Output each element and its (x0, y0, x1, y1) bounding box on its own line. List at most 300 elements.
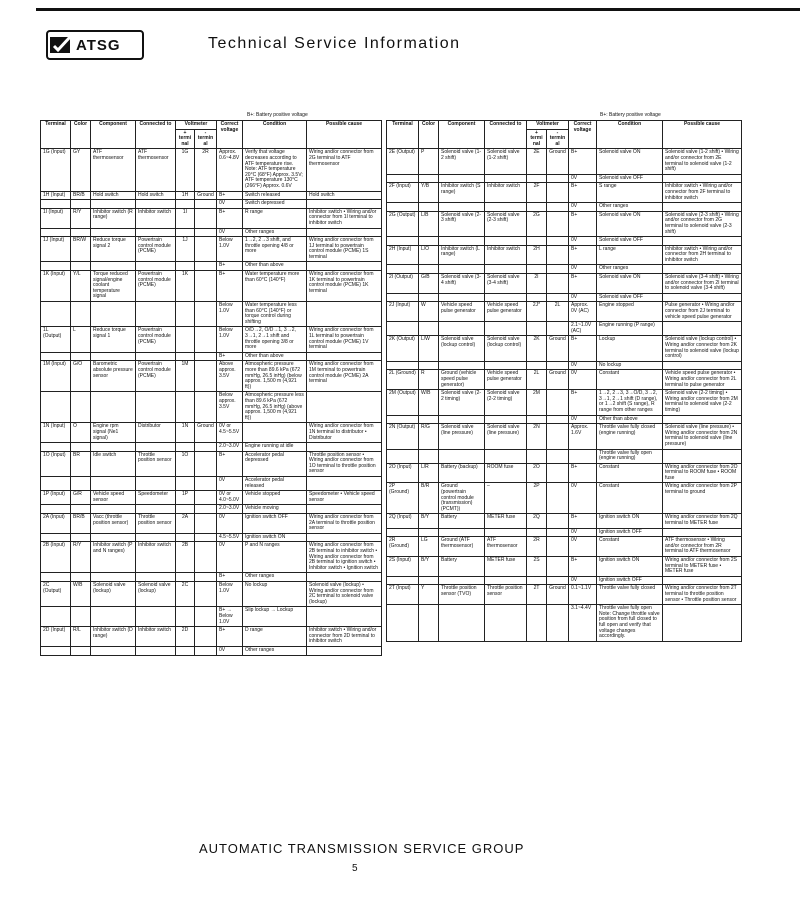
table-cell: 1→2, 2→3 shift, and throttle opening 4/8 or more (243, 237, 307, 262)
table-cell: Speedometer (136, 491, 176, 505)
table-cell (195, 262, 217, 271)
table-cell: Verify that voltage decreases according to ATF temperature rise. Note: ATF temperature 20°C (68°F) Approx. 3.5V; ATF temperature 130°C (266°F) Approx. 0.6V (243, 149, 307, 191)
table-cell (195, 451, 217, 476)
table-cell: Engine running (P range) (597, 322, 663, 336)
table-cell (387, 576, 419, 585)
table-cell: METER fuse (485, 514, 527, 528)
table-cell (419, 576, 439, 585)
table-cell (41, 533, 71, 542)
table-cell: Vehicle speed pulse generator (485, 302, 527, 322)
table-cell: B+ (217, 271, 243, 302)
table-cell: 1I (Input) (41, 208, 71, 228)
table-cell: 0V or 4.5~5.5V (217, 423, 243, 443)
table-cell: Throttle valve fully closed (engine running) (597, 424, 663, 449)
table-cell (71, 533, 91, 542)
table-cell: 2.0~3.0V (217, 505, 243, 514)
table-cell: Ground (powertrain control module (transmission) (PCMT)) (439, 483, 485, 514)
table-row (387, 265, 742, 274)
table-cell: Inhibitor switch (136, 542, 176, 573)
terminal-table-left (40, 120, 382, 656)
table-cell (176, 646, 195, 655)
table-cell: Ground (547, 585, 569, 605)
table-row (41, 542, 382, 573)
table-cell (387, 174, 419, 183)
table-cell (307, 607, 382, 627)
table-cell (419, 605, 439, 642)
table-cell: 1H (176, 191, 195, 200)
table-row (387, 483, 742, 514)
table-cell (547, 211, 569, 236)
table-cell (527, 293, 547, 302)
table-cell: 2B (176, 542, 195, 573)
table-cell: 1O (Input) (41, 451, 71, 476)
table-cell: Below approx. 3.5V (217, 392, 243, 423)
table-cell (387, 415, 419, 424)
table-cell: ATF thermosensor (91, 149, 136, 191)
table-cell: ATF thermosensor (136, 149, 176, 191)
table-cell: Battery (439, 557, 485, 577)
atsg-logo (46, 30, 144, 60)
table-cell (307, 302, 382, 327)
table-cell: 0V (569, 370, 597, 390)
table-cell: Inhibitor switch (P and N ranges) (91, 542, 136, 573)
table-cell: B+ (569, 514, 597, 528)
table-cell (547, 390, 569, 415)
table-cell: Throttle valve fully closed (597, 585, 663, 605)
table-cell (439, 322, 485, 336)
table-cell: GY (71, 149, 91, 191)
table-cell: 2O (527, 463, 547, 483)
table-cell (195, 271, 217, 302)
table-cell: Vehicle speed pulse generator (439, 302, 485, 322)
table-cell (71, 607, 91, 627)
col-color: Color (71, 121, 91, 149)
table-cell: 2R (195, 149, 217, 191)
table-cell (136, 302, 176, 327)
table-row (387, 203, 742, 212)
table-cell: 0V (569, 361, 597, 370)
table-cell: 2.1~1.0V (AC) (569, 322, 597, 336)
table-row (41, 200, 382, 209)
table-cell: Inhibitor switch (L range) (439, 245, 485, 265)
table-cell: L/B (419, 211, 439, 236)
table-cell: 2A (176, 514, 195, 534)
table-cell (195, 443, 217, 452)
table-row (387, 514, 742, 528)
table-cell (419, 293, 439, 302)
table-cell: Inhibitor switch • Wiring and/or connector from 1I terminal to inhibitor switch (307, 208, 382, 228)
table-cell: B+ (569, 390, 597, 415)
table-row (41, 271, 382, 302)
table-cell: 2D (Input) (41, 627, 71, 647)
table-cell (439, 361, 485, 370)
col-condition: Condition (243, 121, 307, 149)
table-cell (71, 228, 91, 237)
table-cell: 2A (Input) (41, 514, 71, 534)
table-row (387, 390, 742, 415)
table-cell (547, 463, 569, 483)
table-cell (91, 200, 136, 209)
table-cell: B+ (217, 208, 243, 228)
table-cell: Solenoid valve OFF (597, 293, 663, 302)
table-cell: B+ (569, 149, 597, 174)
table-cell: Inhibitor switch • Wiring and/or connector from 2F terminal to inhibitor switch (663, 183, 742, 203)
table-row (41, 505, 382, 514)
table-row (387, 370, 742, 390)
table-cell (663, 605, 742, 642)
table-cell (71, 646, 91, 655)
table-cell: Inhibitor switch • Wiring and/or connector from 2H terminal to inhibitor switch (663, 245, 742, 265)
table-cell: 1→2, 2→3, 3→O/D, 3→2, 3→1, 2→1 shift (D range), or 1→2 shift (S range), R range from other ranges (597, 390, 663, 415)
table-cell: Wiring and/or connector from 2Q terminal to METER fuse (663, 514, 742, 528)
table-cell (485, 415, 527, 424)
table-cell: Throttle position sensor • Wiring and/or connector from 1O terminal to throttle position sensor (307, 451, 382, 476)
table-cell: 2R (527, 537, 547, 557)
table-row (41, 327, 382, 352)
table-cell: Solenoid valve OFF (597, 237, 663, 246)
table-cell (485, 605, 527, 642)
table-cell: Accelerator pedal depressed (243, 451, 307, 476)
table-cell: 1J (176, 237, 195, 262)
table-cell: R/L (71, 627, 91, 647)
table-cell (547, 293, 569, 302)
table-cell (41, 477, 71, 491)
table-cell (91, 573, 136, 582)
table-cell: B+ (217, 262, 243, 271)
table-cell: Wiring and/or connector from 2T terminal to throttle position sensor • Throttle position sensor (663, 585, 742, 605)
table-cell: Ground (vehicle speed pulse generator) (439, 370, 485, 390)
table-cell: Solenoid valve (1-2 shift) • Wiring and/or connector from 2E terminal to solenoid valve (1-2 shift) (663, 149, 742, 174)
table-cell (419, 203, 439, 212)
table-cell: 2.0~3.0V (217, 443, 243, 452)
table-cell: Other ranges (243, 646, 307, 655)
table-cell (195, 505, 217, 514)
table-cell: Inhibitor switch (136, 627, 176, 647)
table-cell: Solenoid valve (lockup) (91, 581, 136, 606)
table-row (41, 607, 382, 627)
table-cell: 0V (569, 237, 597, 246)
table-cell (307, 646, 382, 655)
table-cell: 2L (Ground) (387, 370, 419, 390)
table-cell (176, 200, 195, 209)
table-cell: Ignition switch OFF (243, 514, 307, 534)
table-row (387, 537, 742, 557)
table-cell (527, 265, 547, 274)
table-cell: Reduce torque signal 2 (91, 237, 136, 262)
table-cell (663, 203, 742, 212)
table-cell: 0V (217, 228, 243, 237)
table-cell: Wiring and/or connector from 2S terminal to METER fuse • METER fuse (663, 557, 742, 577)
table-cell: G/B (419, 274, 439, 294)
table-cell: Solenoid valve ON (597, 274, 663, 294)
table-cell: Below 1.0V (217, 237, 243, 262)
table-cell: 2I (Output) (387, 274, 419, 294)
table-cell: Ignition switch ON (597, 514, 663, 528)
table-cell (307, 443, 382, 452)
table-cell: 3.1~4.4V (569, 605, 597, 642)
table-cell (439, 449, 485, 463)
table-cell (176, 262, 195, 271)
table-cell (307, 262, 382, 271)
table-row (41, 149, 382, 191)
table-cell: No lockup (597, 361, 663, 370)
table-cell (547, 265, 569, 274)
table-cell: Switch released (243, 191, 307, 200)
table-cell: Other than above (243, 262, 307, 271)
table-cell (71, 200, 91, 209)
table-cell: Wiring and/or connector from 1K terminal to powertrain control module (PCME) 1K terminal (307, 271, 382, 302)
table-cell: ROOM fuse (485, 463, 527, 483)
table-cell: Below 1.0V (217, 302, 243, 327)
table-cell: Ground (195, 423, 217, 443)
table-cell (195, 542, 217, 573)
table-cell: 0V (569, 537, 597, 557)
table-cell: 1H (Input) (41, 191, 71, 200)
logo-text: ATSG (76, 36, 121, 54)
table-cell: Other ranges (597, 265, 663, 274)
table-cell (195, 514, 217, 534)
table-cell: 2S (527, 557, 547, 577)
table-cell: Throttle position sensor (136, 514, 176, 534)
table-cell: Solenoid valve (1-2 shift) (485, 149, 527, 174)
table-cell (439, 528, 485, 537)
battery-note-left: B+: Battery positive voltage (247, 112, 308, 118)
table-row (387, 424, 742, 449)
table-cell (439, 605, 485, 642)
table-cell (439, 265, 485, 274)
table-cell (485, 293, 527, 302)
table-cell: G/O (71, 361, 91, 392)
table-cell (547, 514, 569, 528)
table-cell: R range (243, 208, 307, 228)
table-cell (663, 528, 742, 537)
table-cell: Throttle position sensor (TVO) (439, 585, 485, 605)
table-row (387, 183, 742, 203)
table-cell: 0V (569, 293, 597, 302)
table-cell (485, 528, 527, 537)
table-cell: Solenoid valve ON (597, 211, 663, 236)
table-cell (439, 415, 485, 424)
table-cell: Above approx. 3.5V (217, 361, 243, 392)
table-cell: 2P (Ground) (387, 483, 419, 514)
table-row (387, 293, 742, 302)
table-cell (485, 576, 527, 585)
table-cell: Powertrain control module (PCME) (136, 271, 176, 302)
table-cell: 1P (Input) (41, 491, 71, 505)
table-cell: B+ (217, 352, 243, 361)
table-cell (663, 322, 742, 336)
table-cell: B+ (217, 573, 243, 582)
table-cell: Reduce torque signal 1 (91, 327, 136, 352)
table-cell (387, 361, 419, 370)
table-cell: 2R (Ground) (387, 537, 419, 557)
table-cell (91, 646, 136, 655)
table-row (387, 449, 742, 463)
table-cell: Inhibitor switch (S range) (439, 183, 485, 203)
table-cell: BR/B (71, 514, 91, 534)
table-cell: 2E (Output) (387, 149, 419, 174)
table-cell: Constant (597, 463, 663, 483)
table-cell: Inhibitor switch • Wiring and/or connector from 2D terminal to inhibitor switch (307, 627, 382, 647)
table-cell: Ground (547, 370, 569, 390)
table-cell (527, 528, 547, 537)
table-row (41, 228, 382, 237)
table-cell (527, 203, 547, 212)
table-cell (136, 573, 176, 582)
table-cell (663, 265, 742, 274)
table-cell: P and N ranges (243, 542, 307, 573)
table-cell (91, 443, 136, 452)
table-cell: B+ (569, 183, 597, 203)
table-row (41, 423, 382, 443)
table-cell: Solenoid valve (2-2 timing) • Wiring and/or connector from 2M terminal to solenoid valve (2-2 timing) (663, 390, 742, 415)
table-cell (387, 293, 419, 302)
table-cell: 0V (569, 203, 597, 212)
table-cell: B+ (217, 191, 243, 200)
table-cell: Throttle position sensor (485, 585, 527, 605)
table-cell: Wiring and/or connector from 1J terminal to powertrain control module (PCME) 1S terminal (307, 237, 382, 262)
table-cell (547, 174, 569, 183)
col-minus-terminal: - terminal (195, 129, 217, 149)
table-row (41, 646, 382, 655)
table-cell (176, 302, 195, 327)
table-cell: BR/W (71, 237, 91, 262)
table-cell: Distributor (136, 423, 176, 443)
table-cell: Vacc (throttle position sensor) (91, 514, 136, 534)
table-cell (307, 200, 382, 209)
table-cell (195, 352, 217, 361)
col-voltmeter: Voltmeter (527, 121, 569, 130)
table-cell (136, 477, 176, 491)
col-correct-voltage: Correct voltage (217, 121, 243, 149)
col-condition: Condition (597, 121, 663, 149)
table-cell (439, 237, 485, 246)
table-cell: B+ (569, 245, 597, 265)
table-row (387, 274, 742, 294)
table-cell: Solenoid valve (lockup) (136, 581, 176, 606)
table-cell: 2J (Input) (387, 302, 419, 322)
table-cell: 2M (Output) (387, 390, 419, 415)
table-cell: Powertrain control module (PCME) (136, 361, 176, 392)
table-cell: Switch depressed (243, 200, 307, 209)
table-cell: ATF thermosensor • Wiring and/or connector from 2R terminal to ATF thermosensor (663, 537, 742, 557)
table-cell (387, 203, 419, 212)
table-cell (195, 573, 217, 582)
table-cell: Solenoid valve (line pressure) (439, 424, 485, 449)
table-cell: Y/L (71, 271, 91, 302)
table-cell: R (419, 370, 439, 390)
table-cell: 2T (527, 585, 547, 605)
table-cell (195, 200, 217, 209)
table-cell: B+ (569, 463, 597, 483)
table-cell: Wiring and/or connector from 2G terminal to ATF thermosensor (307, 149, 382, 191)
table-cell (547, 245, 569, 265)
table-cell: 2H (527, 245, 547, 265)
table-cell (547, 237, 569, 246)
table-cell (91, 533, 136, 542)
table-cell (527, 361, 547, 370)
table-cell: B+ (569, 211, 597, 236)
table-cell (91, 228, 136, 237)
table-cell (91, 607, 136, 627)
table-cell: 2H (Input) (387, 245, 419, 265)
table-cell (91, 262, 136, 271)
table-cell: 0V (217, 646, 243, 655)
table-cell (41, 262, 71, 271)
table-cell: Vehicle stopped (243, 491, 307, 505)
table-cell (527, 415, 547, 424)
table-cell: 2S (Input) (387, 557, 419, 577)
table-cell: Solenoid valve (2-3 shift) • Wiring and/or connector from 2G terminal to solenoid valve (2-3 shift) (663, 211, 742, 236)
table-cell: 1K (176, 271, 195, 302)
table-cell: Accelerator pedal released (243, 477, 307, 491)
table-cell (419, 174, 439, 183)
table-cell (663, 237, 742, 246)
table-cell (195, 646, 217, 655)
table-cell (307, 505, 382, 514)
table-cell (176, 228, 195, 237)
table-cell (527, 174, 547, 183)
table-cell (485, 203, 527, 212)
table-cell: Powertrain control module (PCME) (136, 327, 176, 352)
table-row (387, 211, 742, 236)
table-cell: 2E (527, 149, 547, 174)
table-cell: Solenoid valve ON (597, 149, 663, 174)
table-cell: Other than above (243, 352, 307, 361)
table-cell (387, 237, 419, 246)
table-row (41, 237, 382, 262)
table-cell (527, 237, 547, 246)
table-cell: 0V (569, 174, 597, 183)
table-cell: B/Y (419, 557, 439, 577)
table-cell: G/R (71, 491, 91, 505)
table-cell: 2P (527, 483, 547, 514)
table-cell (195, 302, 217, 327)
table-cell: 2I (527, 274, 547, 294)
col-terminal: Terminal (387, 121, 419, 149)
table-cell: 2L (547, 302, 569, 322)
table-cell: METER fuse (485, 557, 527, 577)
table-cell (547, 483, 569, 514)
table-cell (419, 237, 439, 246)
table-cell: Wiring and/or connector from 1L terminal to powertrain control module (PCME) 1V terminal (307, 327, 382, 352)
table-cell (136, 200, 176, 209)
col-minus-terminal: - terminal (547, 129, 569, 149)
table-cell: 2Q (527, 514, 547, 528)
table-cell: B+ (569, 557, 597, 577)
table-cell (485, 265, 527, 274)
table-cell: Solenoid valve (2-2 timing) (485, 390, 527, 415)
table-row (41, 208, 382, 228)
table-cell: W (419, 302, 439, 322)
table-cell: Ground (547, 336, 569, 361)
col-connected: Connected to (485, 121, 527, 149)
table-cell: Constant (597, 370, 663, 390)
table-row (387, 245, 742, 265)
table-cell (41, 443, 71, 452)
table-cell: 2N (Output) (387, 424, 419, 449)
table-cell: P (419, 149, 439, 174)
table-cell: Water temperature more than 60°C (140°F) (243, 271, 307, 302)
table-cell: R/Y (71, 542, 91, 573)
table-row (41, 262, 382, 271)
table-cell: Battery (439, 514, 485, 528)
table-cell (195, 491, 217, 505)
table-cell: Ground (ATF thermosensor) (439, 537, 485, 557)
table-cell: Solenoid valve (2-3 shift) (485, 211, 527, 236)
table-cell: Ground (195, 191, 217, 200)
col-component: Component (439, 121, 485, 149)
